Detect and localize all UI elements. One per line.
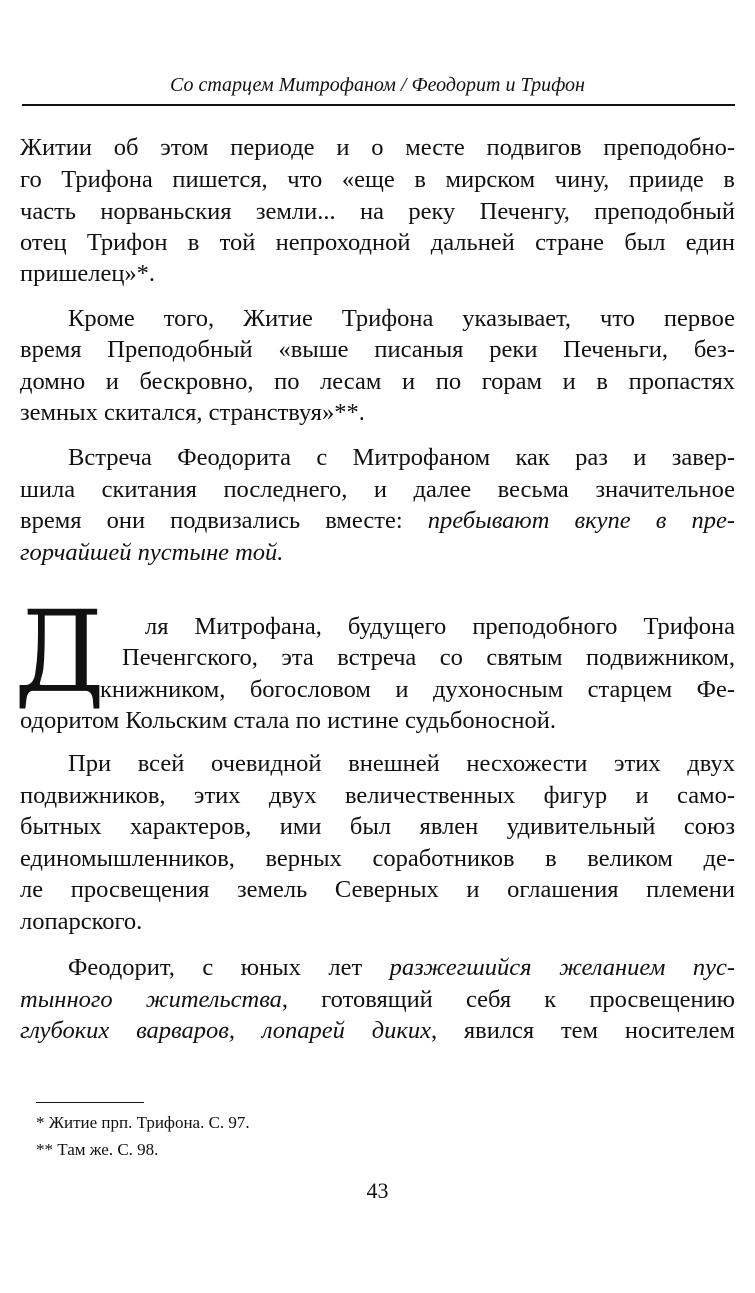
text: го Трифона пишется, что «еще в мирском чину, прииде в — [20, 166, 735, 193]
text: Печенгского, эта встреча со святым подвижником, — [122, 644, 735, 671]
text-line — [20, 228, 735, 258]
text: время они подвизались вместе: — [20, 507, 428, 534]
text: земных скитался, странствуя»**. — [20, 399, 365, 426]
text-line — [68, 749, 735, 779]
text: время Преподобный «выше писаныя реки Печеньги, без- — [20, 336, 735, 363]
text-line — [20, 259, 155, 289]
text: , явился тем носителем — [430, 1017, 735, 1044]
italic-text: глубоких варваров, лопарей диких — [20, 1017, 431, 1044]
text: При всей очевидной внешней несхожести этих двух — [68, 750, 735, 777]
text-line — [20, 398, 365, 428]
text: часть норваньския земли... на реку Печенгу, преподобный — [20, 198, 735, 225]
text-line — [20, 197, 735, 227]
text-line — [20, 1016, 735, 1046]
text-line — [68, 304, 735, 334]
text-line — [20, 335, 735, 365]
text-line — [20, 475, 735, 505]
text: домно и бескровно, по лесам и по горам и в пропастях — [20, 368, 735, 395]
text-line — [20, 133, 735, 163]
italic-text: разжегшийся желанием пус- — [389, 954, 735, 981]
text-line — [20, 706, 556, 736]
text: Житии об этом периоде и о месте подвигов преподобно- — [20, 134, 735, 161]
italic-text: пребывают вкупе в пре- — [427, 507, 735, 534]
italic-text: тынного жительства — [20, 986, 282, 1013]
text: , готовящий себя к просвещению — [281, 986, 735, 1013]
header-rule — [22, 104, 735, 106]
text-line — [20, 985, 735, 1015]
text-line — [20, 367, 735, 397]
text: ле просвещения земель Северных и оглашения племени — [20, 876, 735, 903]
page-number: 43 — [366, 1178, 389, 1203]
text: бытных характеров, ими был явлен удивительный союз — [20, 813, 735, 840]
text-line — [20, 781, 735, 811]
text-line — [20, 506, 735, 536]
text-line — [122, 643, 735, 673]
text-line — [20, 538, 283, 568]
text: подвижников, этих двух величественных фигур и само- — [20, 782, 735, 809]
italic-text: горчайшей пустыне той. — [20, 539, 284, 566]
text-line — [20, 907, 142, 937]
text-line — [145, 612, 735, 642]
drop-cap: Д — [14, 588, 106, 718]
text-line — [100, 675, 735, 705]
footnote-2: ** Там же. С. 98. — [36, 1140, 159, 1159]
footnote-1: * Житие прп. Трифона. С. 97. — [36, 1113, 250, 1132]
text-line — [20, 844, 735, 874]
text: Кроме того, Житие Трифона указывает, что первое — [68, 305, 735, 332]
text-line — [68, 953, 735, 983]
text: одоритом Кольским стала по истине судьбоносной. — [20, 707, 557, 734]
text-line — [20, 875, 735, 905]
text-line — [20, 812, 735, 842]
text: книжником, богословом и духоносным старцем Фе- — [100, 676, 735, 703]
footnote-rule — [36, 1102, 144, 1103]
text: отец Трифон в той непроходной дальней стране был един — [20, 229, 735, 256]
text: единомышленников, верных соработников в великом де- — [20, 845, 735, 872]
text-line — [20, 165, 735, 195]
text: Встреча Феодорита с Митрофаном как раз и завер- — [68, 444, 735, 471]
text-line — [68, 443, 735, 473]
running-header: Со старцем Митрофаном / Феодорит и Трифон — [170, 74, 585, 96]
text: ля Митрофана, будущего преподобного Трифона — [145, 613, 735, 640]
text: шила скитания последнего, и далее весьма значительное — [20, 476, 735, 503]
text: Феодорит, с юных лет — [68, 954, 390, 981]
text: пришелец»*. — [20, 260, 156, 287]
text: лопарского. — [20, 908, 143, 935]
